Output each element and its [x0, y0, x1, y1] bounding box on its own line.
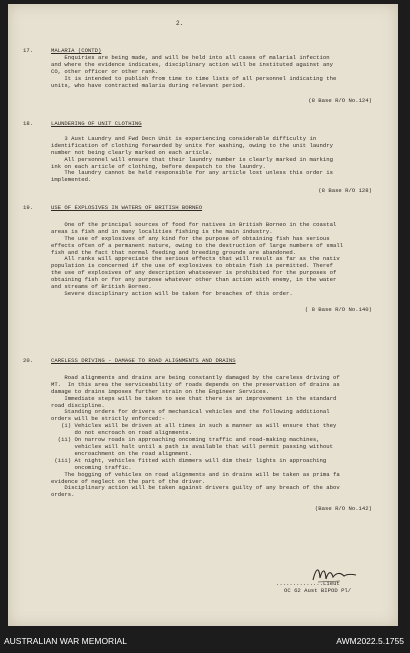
- section-number: 18.: [23, 120, 34, 127]
- section-17: [23, 48, 386, 105]
- section-heading: USE OF EXPLOSIVES IN WATERS OF BRITISH BORNEO: [51, 204, 203, 211]
- archive-footer: [0, 633, 410, 653]
- footer-institution: AUSTRALIAN WAR MEMORIAL: [4, 636, 127, 646]
- section-reference: (8 Base R/O No.124): [308, 97, 372, 105]
- section-19: [23, 205, 386, 314]
- section-number: 17.: [23, 47, 34, 54]
- document-page: [8, 4, 398, 626]
- section-reference: ( 8 Base R/O No.140): [304, 305, 372, 313]
- section-body: 3 Aust Laundry and Fwd Decn Unit is experiencing considerable difficulty in identification of clothing forwarded by units for washing, owing to the unit laundry number not being clearly marked on each article. All personnel will ensure that their laundry number is clearly marked in marking ink on each article of clothing, before despatch to the laundry. The laundry cannot be held responsible for any article lost unless this order is implemented.: [51, 134, 333, 184]
- section-number: 20.: [23, 357, 34, 364]
- section-body: One of the principal sources of food for natives in British Borneo in the coastal areas is fish and in many localities fishing is the main industry. The use of explosives of any kind for the purpose of obtaining fish has serious effects often of a permanent nature, owing to the destruction of large numbers of small fish and the fact that normal feeding and breeding grounds are abandoned. All ranks will appreciate the serious effects that will result as far as the nativ population is concerned if the use of explosives to obtain fish is permitted. Theref the use of explosives of any description whatsoever is prohibited for the purposes of obtaining fish or for any purpose whatever other than action with enemy, in the water and streams of British Borneo. Severe disciplinary action will be taken for breaches of this order.: [51, 220, 344, 297]
- signature-rank-line: ..............Lieut: [276, 580, 340, 587]
- section-heading: MALARIA (CONTD): [51, 47, 102, 54]
- section-number: 19.: [23, 204, 34, 211]
- section-heading: LAUNDERING OF UNIT CLOTHING: [51, 120, 142, 127]
- page-number: 2.: [176, 20, 184, 27]
- section-reference: (8 Base R/O 128): [318, 187, 372, 195]
- section-heading: CARELESS DRIVING - DAMAGE TO ROAD ALIGNMENTS AND DRAINS: [51, 357, 236, 364]
- section-body: Enquiries are being made, and will be held into all cases of malarial infection and where the evidence indicates, disciplinary action will be instituted against any CO, other officer or other rank. It is intended to publish from time to time lists of all personnel indicating the units, who have contracted malaria during relevant period.: [51, 53, 337, 89]
- section-reference: (Base R/O No.142): [314, 505, 372, 513]
- section-18: [23, 121, 386, 195]
- signature-unit-line: OC 62 Aust BIPOD Pl/: [284, 587, 352, 594]
- section-body: Road alignments and drains are being constantly damaged by the careless driving of MT. In this area the serviceability of roads depends on the preservation of drains as damage to drains imposes further strain on the Engineer Services. Immediate steps will be taken to see that there is an improvement in the standard road discipline. Standing orders for drivers of mechanical vehicles and the following additional orders will be strictly enforced:- (i) Vehicles will be driven at all times in such a manner as will ensure that they do not encroach on road alignments. (ii) On narrow roads in approaching oncoming traffic and road-making machines, vehicles will halt until a path is available that will permit passing without encroachment on the road alignment. (iii) At night, vehicles fitted with dimmers will dim their lights in approaching oncoming traffic. The bogging of vehicles on road alignments and in drains will be taken as prima fa evidence of neglect on the part of the driver. Disciplinary action will be taken against drivers guilty of any breach of the abov orders.: [51, 373, 340, 499]
- footer-accession-number: AWM2022.5.1755: [336, 636, 404, 646]
- section-20: [23, 358, 386, 513]
